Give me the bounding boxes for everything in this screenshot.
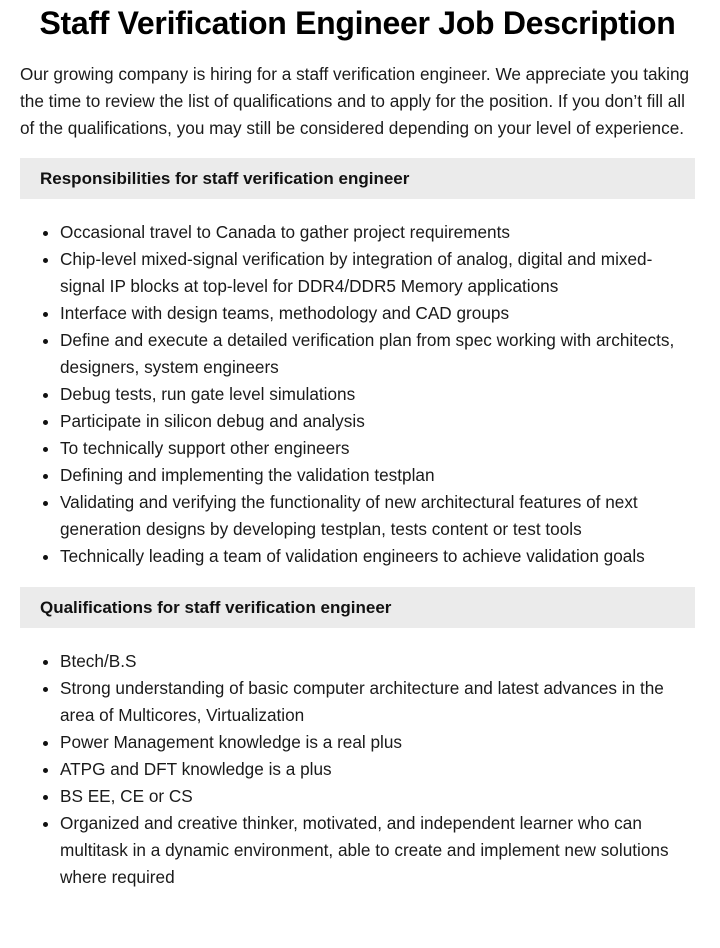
- responsibility-item: Define and execute a detailed verification plan from spec working with architects, designers, system engineers: [60, 327, 695, 381]
- qualification-item: Organized and creative thinker, motivated, and independent learner who can multitask in a dynamic environment, able to create and implement new solutions where required: [60, 810, 695, 891]
- qualification-item: BS EE, CE or CS: [60, 783, 695, 810]
- responsibility-item: Debug tests, run gate level simulations: [60, 381, 695, 408]
- responsibility-item: Validating and verifying the functionality of new architectural features of next generation designs by developing testplan, tests content or test tools: [60, 489, 695, 543]
- qualification-item: Strong understanding of basic computer architecture and latest advances in the area of Multicores, Virtualization: [60, 675, 695, 729]
- qualifications-heading: Qualifications for staff verification engineer: [20, 587, 695, 628]
- qualification-item: Power Management knowledge is a real plus: [60, 729, 695, 756]
- qualification-item: ATPG and DFT knowledge is a plus: [60, 756, 695, 783]
- responsibility-item: Chip-level mixed-signal verification by integration of analog, digital and mixed-signal IP blocks at top-level for DDR4/DDR5 Memory applications: [60, 246, 695, 300]
- responsibility-item: To technically support other engineers: [60, 435, 695, 462]
- responsibilities-heading: Responsibilities for staff verification engineer: [20, 158, 695, 199]
- responsibility-item: Defining and implementing the validation testplan: [60, 462, 695, 489]
- qualifications-list: [20, 648, 695, 891]
- page-title: Staff Verification Engineer Job Description: [39, 5, 676, 41]
- responsibilities-list: [20, 219, 695, 570]
- responsibility-item: Participate in silicon debug and analysis: [60, 408, 695, 435]
- responsibility-item: Interface with design teams, methodology and CAD groups: [60, 300, 695, 327]
- responsibility-item: Technically leading a team of validation engineers to achieve validation goals: [60, 543, 695, 570]
- intro-paragraph: Our growing company is hiring for a staff verification engineer. We appreciate you taking the time to review the list of qualifications and to apply for the position. If you don’t fill all of the qualifications, you may still be considered depending on your level of experience.: [20, 64, 690, 138]
- qualification-item: Btech/B.S: [60, 648, 695, 675]
- responsibility-item: Occasional travel to Canada to gather project requirements: [60, 219, 695, 246]
